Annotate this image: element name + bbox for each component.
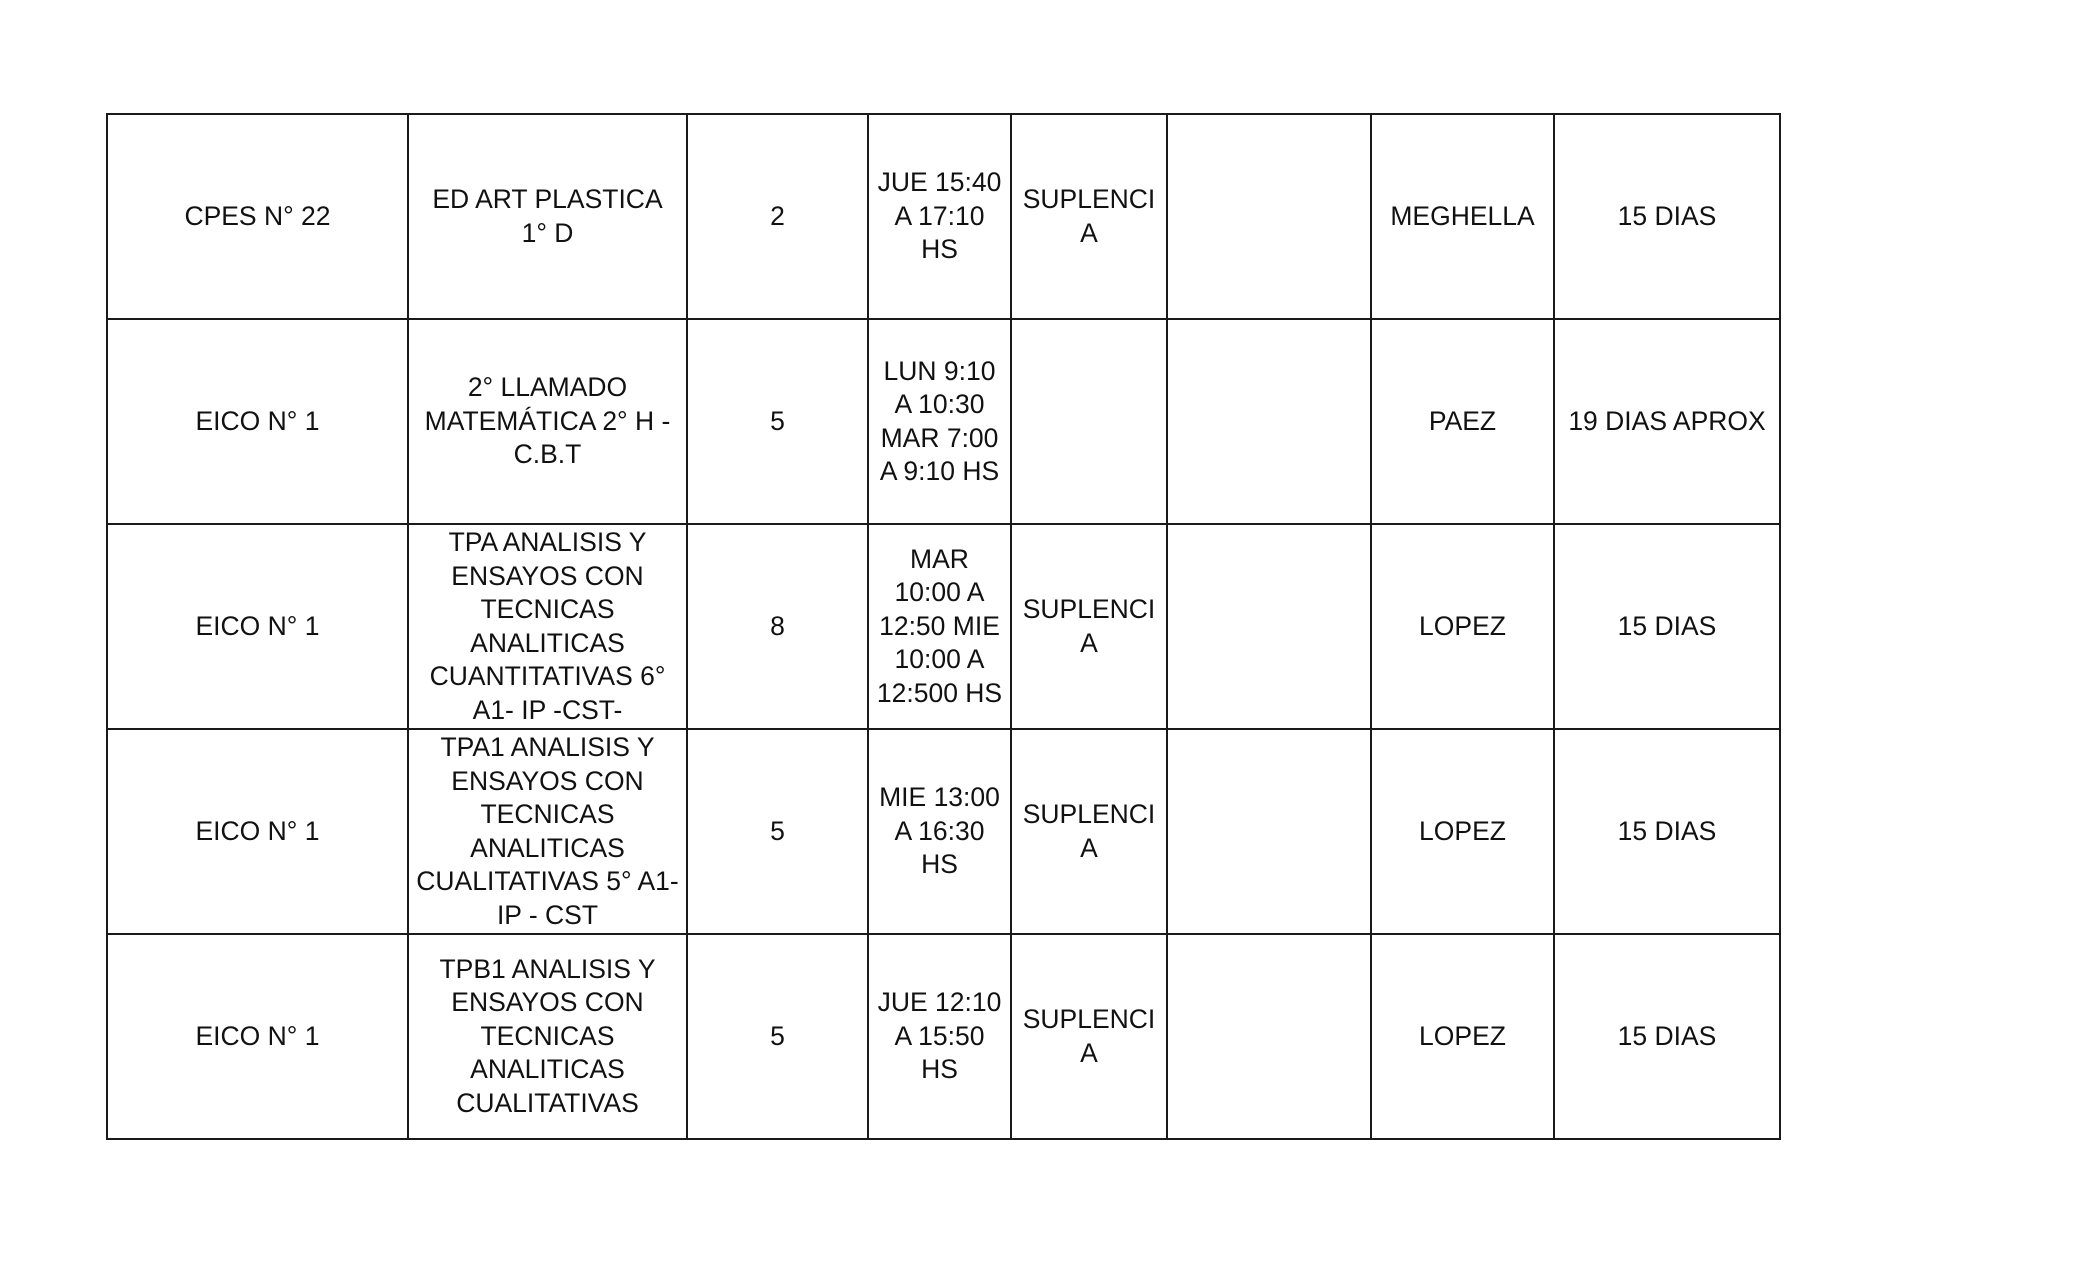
subject-cell: TPA ANALISIS Y ENSAYOS CON TECNICAS ANALITICAS CUANTITATIVAS 6° A1- IP -CST- (408, 524, 687, 729)
teacher-cell: MEGHELLA (1371, 114, 1554, 319)
hours-cell: 5 (687, 729, 868, 934)
subject-cell: ED ART PLASTICA 1° D (408, 114, 687, 319)
type-cell: SUPLENCI A (1011, 729, 1167, 934)
schedule-cell: LUN 9:10 A 10:30 MAR 7:00 A 9:10 HS (868, 319, 1011, 524)
hours-cell: 8 (687, 524, 868, 729)
type-cell: SUPLENCI A (1011, 114, 1167, 319)
schedule-cell: MIE 13:00 A 16:30 HS (868, 729, 1011, 934)
hours-cell: 5 (687, 934, 868, 1139)
table-row (107, 114, 1780, 319)
school-cell: EICO N° 1 (107, 729, 408, 934)
hours-cell: 2 (687, 114, 868, 319)
teacher-cell: PAEZ (1371, 319, 1554, 524)
schedule-cell: MAR 10:00 A 12:50 MIE 10:00 A 12:500 HS (868, 524, 1011, 729)
school-cell: EICO N° 1 (107, 319, 408, 524)
duration-cell: 15 DIAS (1554, 524, 1780, 729)
assignments-table (106, 113, 1781, 1140)
duration-cell: 15 DIAS (1554, 934, 1780, 1139)
table-row (107, 319, 1780, 524)
blank-cell (1167, 319, 1371, 524)
duration-cell: 15 DIAS (1554, 729, 1780, 934)
blank-cell (1167, 729, 1371, 934)
table-row (107, 524, 1780, 729)
school-cell: EICO N° 1 (107, 524, 408, 729)
duration-cell: 15 DIAS (1554, 114, 1780, 319)
type-cell (1011, 319, 1167, 524)
subject-cell: 2° LLAMADO MATEMÁTICA 2° H - C.B.T (408, 319, 687, 524)
duration-cell: 19 DIAS APROX (1554, 319, 1780, 524)
subject-cell: TPB1 ANALISIS Y ENSAYOS CON TECNICAS ANALITICAS CUALITATIVAS (408, 934, 687, 1139)
schedule-cell: JUE 15:40 A 17:10 HS (868, 114, 1011, 319)
teacher-cell: LOPEZ (1371, 729, 1554, 934)
type-cell: SUPLENCI A (1011, 934, 1167, 1139)
schedule-cell: JUE 12:10 A 15:50 HS (868, 934, 1011, 1139)
blank-cell (1167, 934, 1371, 1139)
blank-cell (1167, 114, 1371, 319)
hours-cell: 5 (687, 319, 868, 524)
type-cell: SUPLENCI A (1011, 524, 1167, 729)
table-row (107, 729, 1780, 934)
school-cell: EICO N° 1 (107, 934, 408, 1139)
teacher-cell: LOPEZ (1371, 524, 1554, 729)
table-row (107, 934, 1780, 1139)
blank-cell (1167, 524, 1371, 729)
teacher-cell: LOPEZ (1371, 934, 1554, 1139)
subject-cell: TPA1 ANALISIS Y ENSAYOS CON TECNICAS ANALITICAS CUALITATIVAS 5° A1- IP - CST (408, 729, 687, 934)
school-cell: CPES N° 22 (107, 114, 408, 319)
